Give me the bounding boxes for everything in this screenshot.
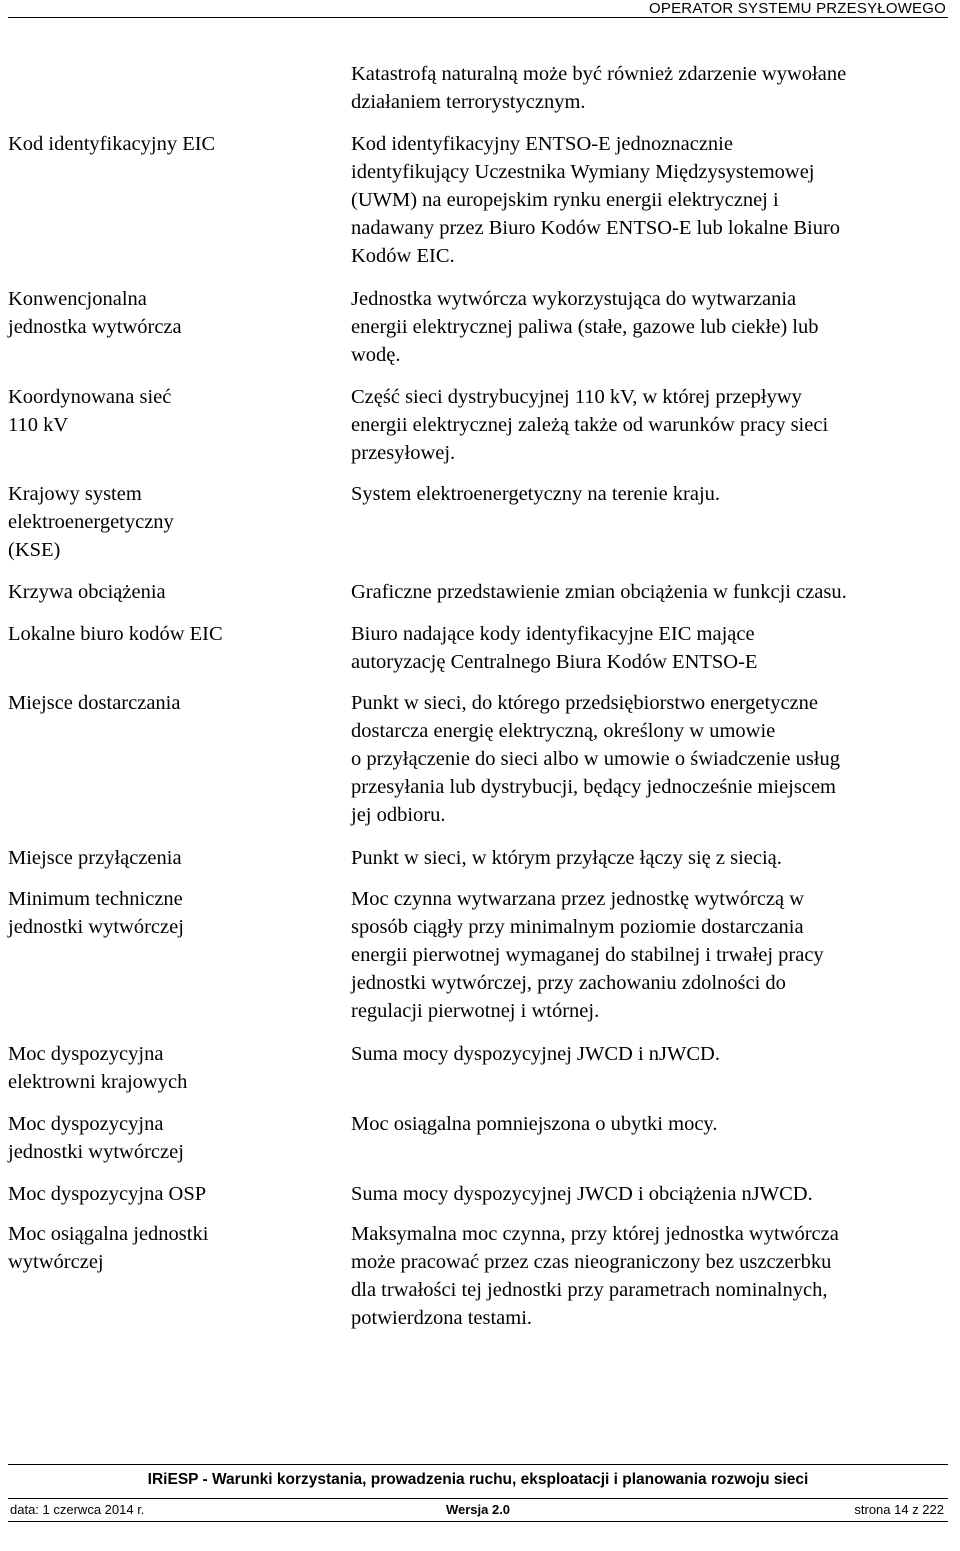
entry-definition (351, 1220, 955, 1332)
entry-term (8, 689, 298, 717)
definition-line: jej odbioru. (351, 804, 446, 826)
term-line: Miejsce przyłączenia (8, 847, 182, 869)
footer-version: Wersja 2.0 (445, 1502, 511, 1517)
entry-definition (351, 689, 955, 829)
definition-line: Maksymalna moc czynna, przy której jednostka wytwórcza (351, 1223, 839, 1245)
entry-definition (351, 620, 955, 676)
definition-line: Część sieci dystrybucyjnej 110 kV, w której przepływy (351, 386, 802, 408)
footer-date: data: 1 czerwca 2014 r. (10, 1502, 145, 1517)
definition-line: energii pierwotnej wymaganej do stabilnej i trwałej pracy (351, 944, 824, 966)
term-line: Krzywa obciążenia (8, 581, 166, 603)
definition-line: przesyłowej. (351, 442, 456, 464)
definition-line: potwierdzona testami. (351, 1307, 533, 1329)
definition-line: może pracować przez czas nieograniczony bez uszczerbku (351, 1251, 832, 1273)
term-line: jednostki wytwórczej (8, 1141, 184, 1163)
entry-definition (351, 1180, 955, 1208)
definition-line: Suma mocy dyspozycyjnej JWCD i nJWCD. (351, 1043, 720, 1065)
definition-line: (UWM) na europejskim rynku energii elektrycznej i (351, 189, 779, 211)
definition-line: Moc osiągalna pomniejszona o ubytki mocy. (351, 1113, 718, 1135)
term-line: Moc dyspozycyjna (8, 1043, 164, 1065)
entry-definition (351, 844, 955, 872)
definition-line: dostarcza energię elektryczną, określony w umowie (351, 720, 776, 742)
term-line: elektrowni krajowych (8, 1071, 188, 1093)
definition-line: identyfikujący Uczestnika Wymiany Międzysystemowej (351, 161, 815, 183)
term-line: (KSE) (8, 539, 61, 561)
entry-definition (351, 885, 955, 1025)
entry-term (8, 844, 298, 872)
term-line: jednostki wytwórczej (8, 916, 184, 938)
definition-line: o przyłączenie do sieci albo w umowie o świadczenie usług (351, 748, 840, 770)
term-line: 110 kV (8, 414, 69, 436)
term-line: Miejsce dostarczania (8, 692, 181, 714)
term-line: Konwencjonalna (8, 288, 147, 310)
footer-title: IRiESP - Warunki korzystania, prowadzenia ruchu, eksploatacji i planowania rozwoju sieci (147, 1471, 809, 1488)
header-rule (8, 17, 948, 18)
intro-text (351, 60, 955, 116)
entry-definition (351, 130, 955, 270)
intro-line: Katastrofą naturalną może być również zdarzenie wywołane (351, 63, 847, 85)
footer-meta (8, 1498, 948, 1522)
definition-line: Jednostka wytwórcza wykorzystująca do wytwarzania (351, 288, 797, 310)
definition-line: Graficzne przedstawienie zmian obciążenia w funkcji czasu. (351, 581, 847, 603)
term-line: wytwórczej (8, 1251, 104, 1273)
definition-line: energii elektrycznej paliwa (stałe, gazowe lub ciekłe) lub (351, 316, 819, 338)
definition-line: sposób ciągły przy minimalnym poziomie dostarczania (351, 916, 804, 938)
definition-line: dla trwałości tej jednostki przy parametrach nominalnych, (351, 1279, 828, 1301)
definition-line: Moc czynna wytwarzana przez jednostkę wytwórczą w (351, 888, 805, 910)
entry-term (8, 1220, 293, 1276)
definition-line: Kod identyfikacyjny ENTSO-E jednoznacznie (351, 133, 733, 155)
entry-term (8, 578, 298, 606)
header-title: OPERATOR SYSTEMU PRZESYŁOWEGO (649, 0, 946, 17)
entry-term (8, 480, 298, 564)
entry-definition (351, 480, 955, 508)
definition-line: regulacji pierwotnej i wtórnej. (351, 1000, 600, 1022)
definition-line: System elektroenergetyczny na terenie kraju. (351, 483, 721, 505)
term-line: Moc dyspozycyjna (8, 1113, 164, 1135)
definition-line: Kodów EIC. (351, 245, 455, 267)
term-line: Kod identyfikacyjny EIC (8, 133, 216, 155)
definition-line: Biuro nadające kody identyfikacyjne EIC mające (351, 623, 755, 645)
term-line: Koordynowana sieć (8, 386, 172, 408)
term-line: Lokalne biuro kodów EIC (8, 623, 223, 645)
definition-line: Punkt w sieci, w którym przyłącze łączy się z siecią. (351, 847, 782, 869)
entry-definition (351, 578, 955, 606)
term-line: Krajowy system (8, 483, 142, 505)
entry-definition (351, 285, 955, 369)
definition-line: przesyłania lub dystrybucji, będący jednocześnie miejscem (351, 776, 836, 798)
term-line: Moc dyspozycyjna OSP (8, 1183, 207, 1205)
footer-page-number: strona 14 z 222 (854, 1502, 944, 1517)
entry-term (8, 620, 298, 648)
entry-term (8, 130, 298, 158)
term-line: jednostka wytwórcza (8, 316, 182, 338)
definition-line: energii elektrycznej zależą także od warunków pracy sieci (351, 414, 829, 436)
definition-line: jednostki wytwórczej, przy zachowaniu zdolności do (351, 972, 786, 994)
definition-line: nadawany przez Biuro Kodów ENTSO-E lub lokalne Biuro (351, 217, 841, 239)
entry-term (8, 885, 298, 941)
term-line: elektroenergetyczny (8, 511, 174, 533)
definition-line: Punkt w sieci, do którego przedsiębiorstwo energetyczne (351, 692, 819, 714)
entry-term (8, 1110, 298, 1166)
definition-line: wodę. (351, 344, 401, 366)
entry-definition (351, 1040, 955, 1068)
entry-term (8, 1180, 298, 1208)
term-line: Moc osiągalna jednostki (8, 1223, 209, 1245)
entry-definition (351, 1110, 955, 1138)
term-line: Minimum techniczne (8, 888, 183, 910)
definition-line: Suma mocy dyspozycyjnej JWCD i obciążenia nJWCD. (351, 1183, 813, 1205)
footer-rule (8, 1464, 948, 1465)
entry-definition (351, 383, 955, 467)
entry-term (8, 285, 298, 341)
intro-line: działaniem terrorystycznym. (351, 91, 586, 113)
definition-line: autoryzację Centralnego Biura Kodów ENTSO-E (351, 651, 758, 673)
entry-term (8, 383, 298, 439)
entry-term (8, 1040, 298, 1096)
